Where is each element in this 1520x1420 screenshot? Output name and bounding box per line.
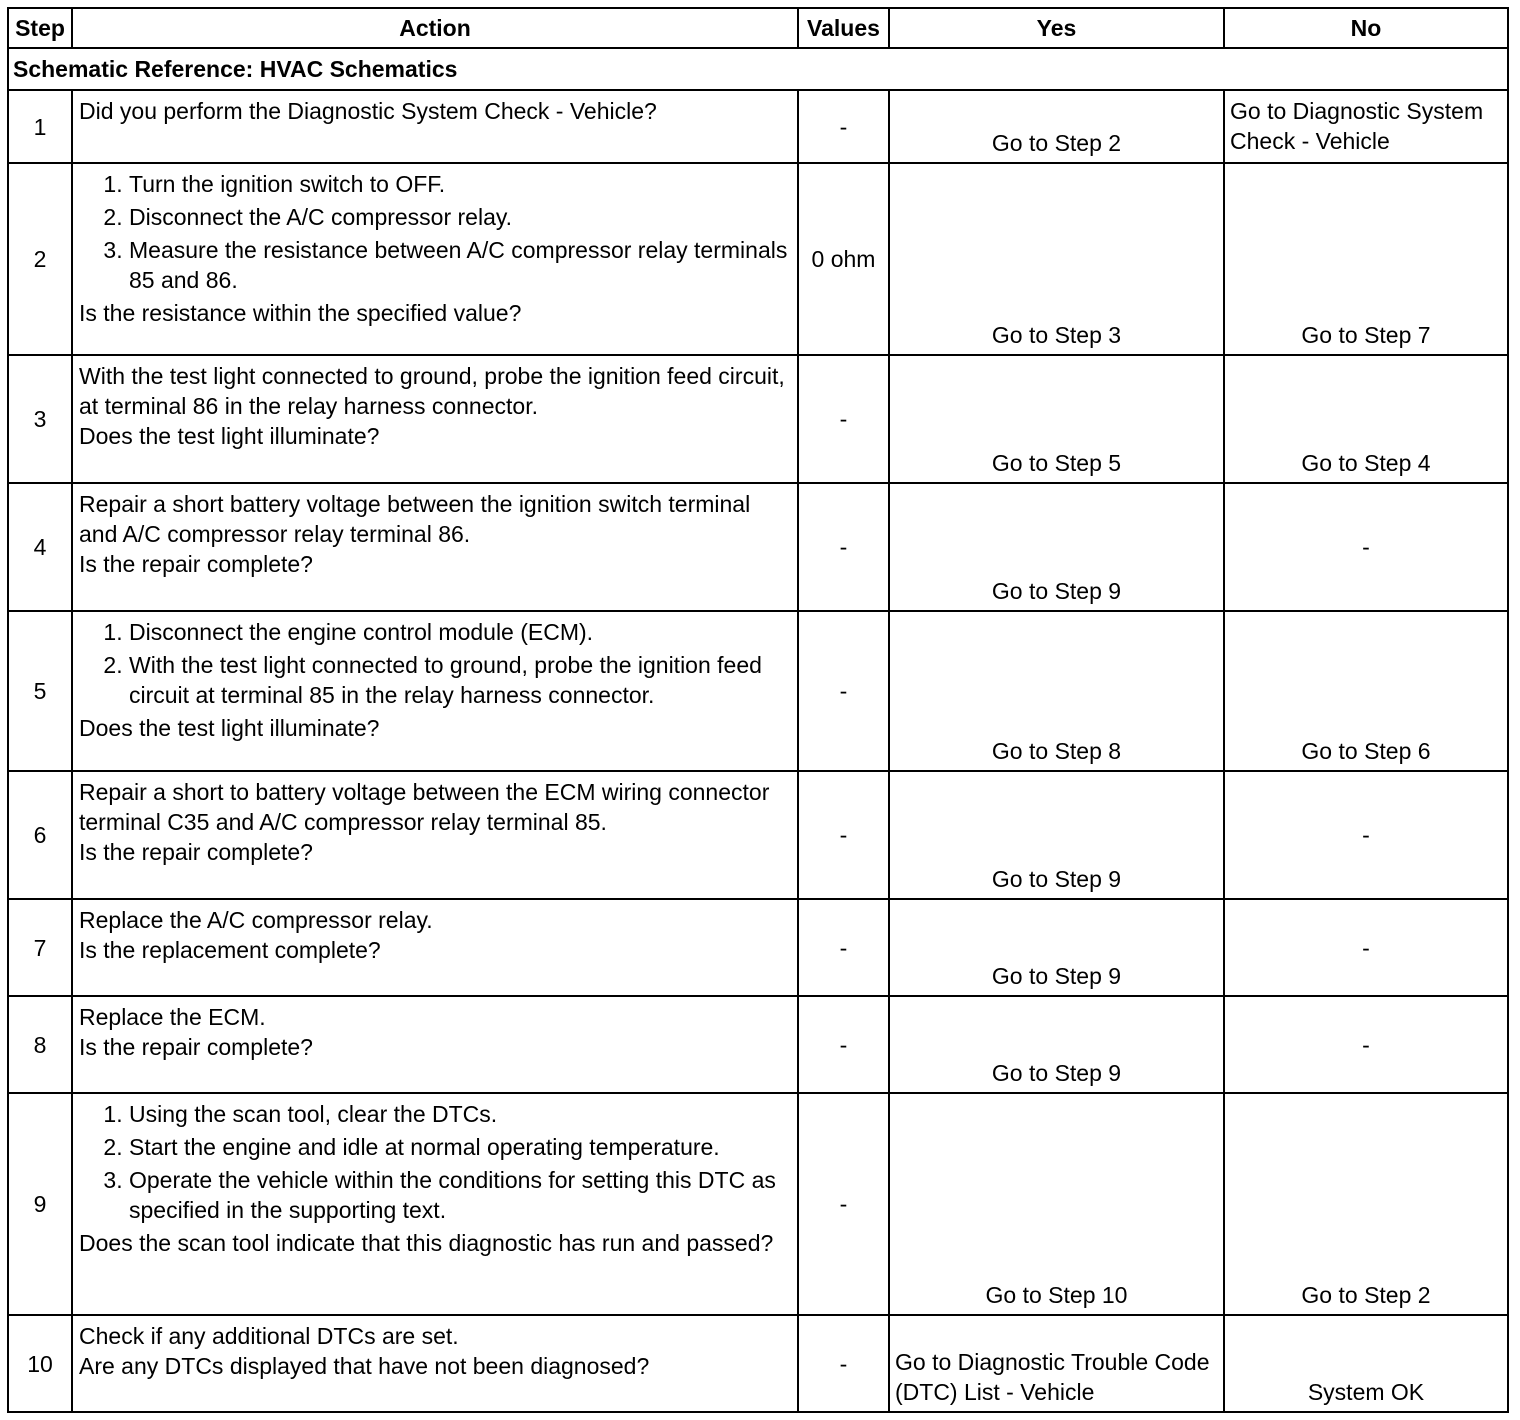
no-result: -	[1362, 822, 1370, 848]
no-cell	[1224, 899, 1508, 996]
action-cell	[72, 355, 798, 483]
yes-cell	[889, 899, 1224, 996]
yes-cell	[889, 355, 1224, 483]
action-question: Is the repair complete?	[79, 1034, 313, 1060]
action-question: Is the replacement complete?	[79, 937, 381, 963]
schematic-reference: Schematic Reference: HVAC Schematics	[8, 48, 1508, 90]
action-cell	[72, 899, 798, 996]
step-number: 10	[8, 1315, 72, 1412]
values-cell: -	[798, 996, 889, 1093]
header-no: No	[1224, 8, 1508, 48]
no-result: Go to Step 4	[1301, 450, 1431, 476]
step-number: 1	[8, 90, 72, 163]
table-row	[8, 1315, 1508, 1412]
action-cell	[72, 90, 798, 163]
action-text: Check if any additional DTCs are set.	[79, 1323, 459, 1349]
step-number: 4	[8, 483, 72, 611]
action-steps	[79, 169, 791, 295]
yes-result: Go to Step 3	[991, 322, 1122, 348]
values-cell: -	[798, 483, 889, 611]
action-question: Is the repair complete?	[79, 551, 313, 577]
yes-result: Go to Step 5	[991, 450, 1122, 476]
action-step-item: 2. Start the engine and idle at normal operating temperature.	[129, 1132, 791, 1162]
yes-cell	[889, 611, 1224, 771]
table-row	[8, 1093, 1508, 1315]
header-row	[8, 8, 1508, 48]
no-cell	[1224, 90, 1508, 163]
no-result: Go to Step 2	[1301, 1282, 1431, 1308]
action-step-item: 3. Operate the vehicle within the conditions for setting this DTC as specified in the supporting text.	[129, 1165, 791, 1225]
step-number: 5	[8, 611, 72, 771]
action-step-item: 3. Measure the resistance between A/C compressor relay terminals 85 and 86.	[129, 235, 791, 295]
values-cell: -	[798, 1093, 889, 1315]
no-result: Go to Step 6	[1301, 738, 1431, 764]
yes-result: Go to Step 8	[991, 738, 1122, 764]
no-result: Go to Step 7	[1301, 322, 1431, 348]
action-step-item: 1. Using the scan tool, clear the DTCs.	[129, 1099, 791, 1129]
values-cell: -	[798, 771, 889, 899]
no-cell	[1224, 1093, 1508, 1315]
action-step-item: 1. Turn the ignition switch to OFF.	[129, 169, 791, 199]
action-step-item: 1. Disconnect the engine control module (ECM).	[129, 617, 791, 647]
yes-cell	[889, 163, 1224, 355]
diagnostic-table	[7, 7, 1509, 1413]
header-yes: Yes	[889, 8, 1224, 48]
no-result: -	[1362, 934, 1370, 961]
step-number: 7	[8, 899, 72, 996]
no-cell	[1224, 355, 1508, 483]
action-cell	[72, 1093, 798, 1315]
step-number: 9	[8, 1093, 72, 1315]
action-cell	[72, 483, 798, 611]
yes-result: Go to Step 9	[991, 866, 1122, 892]
schematic-reference-row	[8, 48, 1508, 90]
action-question: Does the test light illuminate?	[79, 423, 380, 449]
action-text: Replace the A/C compressor relay.	[79, 907, 433, 933]
action-cell	[72, 771, 798, 899]
action-steps	[79, 1099, 791, 1225]
values-cell: -	[798, 899, 889, 996]
header-step: Step	[8, 8, 72, 48]
values-cell: -	[798, 90, 889, 163]
table-row	[8, 163, 1508, 355]
yes-result: Go to Step 9	[991, 963, 1122, 989]
action-step-item: 2. Disconnect the A/C compressor relay.	[129, 202, 791, 232]
no-cell	[1224, 996, 1508, 1093]
action-question: Is the resistance within the specified value?	[79, 300, 522, 326]
no-cell	[1224, 483, 1508, 611]
header-action: Action	[72, 8, 798, 48]
action-question: Are any DTCs displayed that have not been diagnosed?	[79, 1353, 650, 1379]
step-number: 6	[8, 771, 72, 899]
action-text: Repair a short battery voltage between the ignition switch terminal and A/C compressor relay terminal 86.	[79, 491, 751, 547]
no-cell	[1224, 1315, 1508, 1412]
yes-result: Go to Step 10	[985, 1282, 1128, 1308]
table-row	[8, 611, 1508, 771]
table-row	[8, 90, 1508, 163]
no-result: System OK	[1307, 1379, 1425, 1405]
action-text: Replace the ECM.	[79, 1004, 266, 1030]
yes-cell	[889, 1093, 1224, 1315]
action-step-item: 2. With the test light connected to ground, probe the ignition feed circuit at terminal 85 in the relay harness connector.	[129, 650, 791, 710]
yes-cell	[889, 483, 1224, 611]
no-cell	[1224, 771, 1508, 899]
values-cell: -	[798, 355, 889, 483]
no-cell	[1224, 163, 1508, 355]
yes-cell	[889, 90, 1224, 163]
table-row	[8, 483, 1508, 611]
yes-result: Go to Step 9	[991, 1060, 1122, 1086]
action-steps	[79, 617, 791, 710]
no-result: Go to Diagnostic System Check - Vehicle	[1230, 98, 1484, 154]
action-cell	[72, 996, 798, 1093]
yes-result: Go to Step 2	[991, 130, 1122, 156]
table-row	[8, 996, 1508, 1093]
yes-cell	[889, 1315, 1224, 1412]
action-text: With the test light connected to ground, probe the ignition feed circuit, at terminal 86 in the relay harness connector.	[79, 363, 785, 419]
step-number: 8	[8, 996, 72, 1093]
yes-result: Go to Step 9	[991, 578, 1122, 604]
action-cell	[72, 1315, 798, 1412]
values-cell: 0 ohm	[798, 163, 889, 355]
no-result: -	[1362, 534, 1370, 560]
yes-cell	[889, 996, 1224, 1093]
action-cell	[72, 611, 798, 771]
yes-cell	[889, 771, 1224, 899]
action-text: Repair a short to battery voltage between the ECM wiring connector terminal C35 and A/C compressor relay terminal 85.	[79, 779, 770, 835]
action-text: Did you perform the Diagnostic System Check - Vehicle?	[79, 98, 657, 124]
yes-result: Go to Diagnostic Trouble Code (DTC) List - Vehicle	[895, 1349, 1210, 1405]
action-question: Does the test light illuminate?	[79, 715, 380, 741]
action-question: Is the repair complete?	[79, 839, 313, 865]
action-question: Does the scan tool indicate that this diagnostic has run and passed?	[79, 1230, 774, 1256]
table-row	[8, 899, 1508, 996]
no-cell	[1224, 611, 1508, 771]
table-row	[8, 771, 1508, 899]
step-number: 3	[8, 355, 72, 483]
values-cell: -	[798, 611, 889, 771]
action-cell	[72, 163, 798, 355]
header-values: Values	[798, 8, 889, 48]
values-cell: -	[798, 1315, 889, 1412]
table-row	[8, 355, 1508, 483]
no-result: -	[1362, 1031, 1370, 1058]
step-number: 2	[8, 163, 72, 355]
